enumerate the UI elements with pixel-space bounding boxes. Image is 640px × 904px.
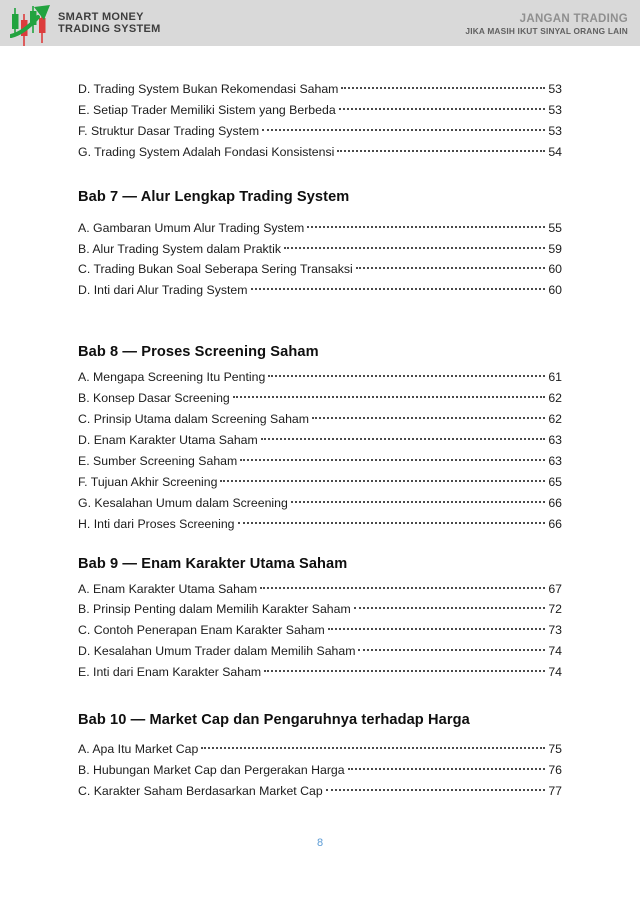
toc-dot-leader [328, 628, 546, 630]
toc-entry-row [78, 121, 562, 142]
toc-entry-row [78, 781, 562, 802]
toc-entry-page-number: 66 [548, 516, 562, 531]
toc-dot-leader [220, 480, 545, 482]
toc-entry-row [78, 218, 562, 239]
toc-entry-label: C. Prinsip Utama dalam Screening Saham [78, 412, 310, 427]
toc-entry-page-number: 72 [548, 602, 562, 617]
toc-dot-leader [356, 267, 546, 269]
toc-entry-label: E. Inti dari Enam Karakter Saham [78, 665, 262, 680]
toc-entry-row [78, 451, 562, 472]
toc-entry-page-number: 76 [548, 762, 562, 777]
toc-entry-label: B. Alur Trading System dalam Praktik [78, 241, 281, 256]
toc-entry-label: B. Prinsip Penting dalam Memilih Karakter Saham [78, 602, 351, 617]
toc-entry-label: A. Enam Karakter Utama Saham [78, 581, 258, 596]
tagline-line1: JANGAN TRADING [519, 12, 628, 25]
toc-dot-leader [201, 747, 545, 749]
toc-entry-label: E. Setiap Trader Memiliki Sistem yang Berbeda [78, 102, 336, 117]
toc-entry-row [78, 493, 562, 514]
toc [78, 46, 562, 802]
brand-name-line2: TRADING SYSTEM [58, 23, 161, 35]
toc-entry-row [78, 599, 562, 620]
toc-section [78, 189, 562, 302]
toc-entry-label: G. Kesalahan Umum dalam Screening [78, 495, 288, 510]
toc-entry-page-number: 62 [548, 412, 562, 427]
toc-entry-page-number: 59 [548, 241, 562, 256]
toc-entry-page-number: 67 [548, 581, 562, 596]
brand [10, 0, 161, 47]
toc-entry-label: B. Hubungan Market Cap dan Pergerakan Harga [78, 762, 345, 777]
header-tagline [465, 13, 628, 36]
toc-entry-label: F. Tujuan Akhir Screening [78, 474, 218, 489]
toc-dot-leader [307, 226, 545, 228]
toc-entry-row [78, 239, 562, 260]
toc-entry-page-number: 74 [548, 665, 562, 680]
toc-dot-leader [261, 438, 546, 440]
toc-chapter-heading: Bab 8 — Proses Screening Saham [78, 344, 319, 361]
toc-dot-leader [268, 375, 545, 377]
toc-entry-page-number: 60 [548, 283, 562, 298]
toc-dot-leader [262, 129, 545, 131]
toc-chapter-heading: Bab 9 — Enam Karakter Utama Saham [78, 555, 348, 572]
toc-entry-row [78, 662, 562, 683]
toc-entry-label: F. Struktur Dasar Trading System [78, 123, 260, 138]
toc-entry-page-number: 74 [548, 644, 562, 659]
toc-entry-row [78, 472, 562, 493]
toc-entry-label: C. Contoh Penerapan Enam Karakter Saham [78, 623, 325, 638]
toc-dot-leader [238, 522, 546, 524]
toc-section [78, 556, 562, 684]
toc-entry-page-number: 63 [548, 432, 562, 447]
toc-section [78, 79, 562, 163]
toc-entry-row [78, 430, 562, 451]
toc-entry-row [78, 620, 562, 641]
toc-entry-label: H. Inti dari Proses Screening [78, 516, 235, 531]
toc-dot-leader [337, 150, 545, 152]
toc-dot-leader [260, 587, 545, 589]
tagline-line2: JIKA MASIH IKUT SINYAL ORANG LAIN [465, 25, 628, 36]
toc-dot-leader [251, 288, 546, 290]
toc-dot-leader [233, 396, 546, 398]
toc-entry-row [78, 641, 562, 662]
toc-entry-row [78, 739, 562, 760]
toc-dot-leader [339, 108, 546, 110]
toc-entry-row [78, 79, 562, 100]
toc-entry-row [78, 259, 562, 280]
toc-entry-page-number: 53 [548, 102, 562, 117]
toc-entry-page-number: 61 [548, 370, 562, 385]
toc-entry-page-number: 62 [548, 391, 562, 406]
toc-dot-leader [354, 607, 546, 609]
toc-dot-leader [312, 417, 545, 419]
brand-name-line1: SMART MONEY [58, 10, 144, 23]
toc-entry-label: D. Trading System Bukan Rekomendasi Saham [78, 82, 339, 96]
toc-entry-row [78, 409, 562, 430]
toc-entry-label: E. Sumber Screening Saham [78, 453, 238, 468]
toc-entry-label: C. Trading Bukan Soal Seberapa Sering Transaksi [78, 262, 353, 277]
toc-section [78, 712, 562, 802]
toc-entry-page-number: 60 [548, 262, 562, 277]
toc-entry-row [78, 388, 562, 409]
toc-entry-row [78, 100, 562, 121]
toc-chapter-heading: Bab 10 — Market Cap dan Pengaruhnya terhadap Harga [78, 712, 470, 729]
toc-entry-row [78, 280, 562, 301]
toc-entry-page-number: 53 [548, 123, 562, 138]
toc-dot-leader [284, 247, 545, 249]
toc-dot-leader [264, 670, 545, 672]
toc-entry-label: B. Konsep Dasar Screening [78, 391, 230, 406]
toc-entry-page-number: 77 [548, 783, 562, 798]
toc-dot-leader [291, 501, 545, 503]
toc-entry-page-number: 65 [548, 474, 562, 489]
brand-name [58, 11, 161, 36]
toc-entry-row [78, 514, 562, 535]
toc-entry-label: G. Trading System Adalah Fondasi Konsistensi [78, 144, 335, 159]
toc-entry-label: D. Enam Karakter Utama Saham [78, 432, 258, 447]
toc-dot-leader [358, 649, 545, 651]
toc-entry-page-number: 73 [548, 623, 562, 638]
candlestick-chart-logo-icon [10, 3, 52, 47]
toc-entry-label: D. Inti dari Alur Trading System [78, 283, 248, 298]
toc-entry-page-number: 75 [548, 742, 562, 757]
footer-page-number: 8 [316, 837, 324, 849]
toc-entry-row [78, 579, 562, 600]
toc-entry-page-number: 55 [548, 220, 562, 235]
toc-entry-page-number: 54 [548, 144, 562, 159]
toc-entry-row [78, 142, 562, 163]
toc-dot-leader [326, 789, 546, 791]
toc-entry-label: D. Kesalahan Umum Trader dalam Memilih Saham [78, 644, 356, 659]
toc-entry-page-number: 66 [548, 495, 562, 510]
toc-dot-leader [240, 459, 545, 461]
toc-entry-row [78, 760, 562, 781]
toc-dot-leader [341, 87, 545, 89]
toc-entry-row [78, 367, 562, 388]
toc-entry-page-number: 63 [548, 453, 562, 468]
toc-entry-page-number: 53 [548, 82, 562, 96]
toc-section [78, 344, 562, 534]
toc-chapter-heading: Bab 7 — Alur Lengkap Trading System [78, 188, 350, 205]
toc-dot-leader [348, 768, 546, 770]
toc-entry-label: C. Karakter Saham Berdasarkan Market Cap [78, 783, 323, 798]
toc-entry-label: A. Mengapa Screening Itu Penting [78, 370, 266, 385]
page-header [0, 0, 640, 46]
toc-entry-label: A. Apa Itu Market Cap [78, 742, 199, 757]
toc-entry-label: A. Gambaran Umum Alur Trading System [78, 220, 305, 235]
